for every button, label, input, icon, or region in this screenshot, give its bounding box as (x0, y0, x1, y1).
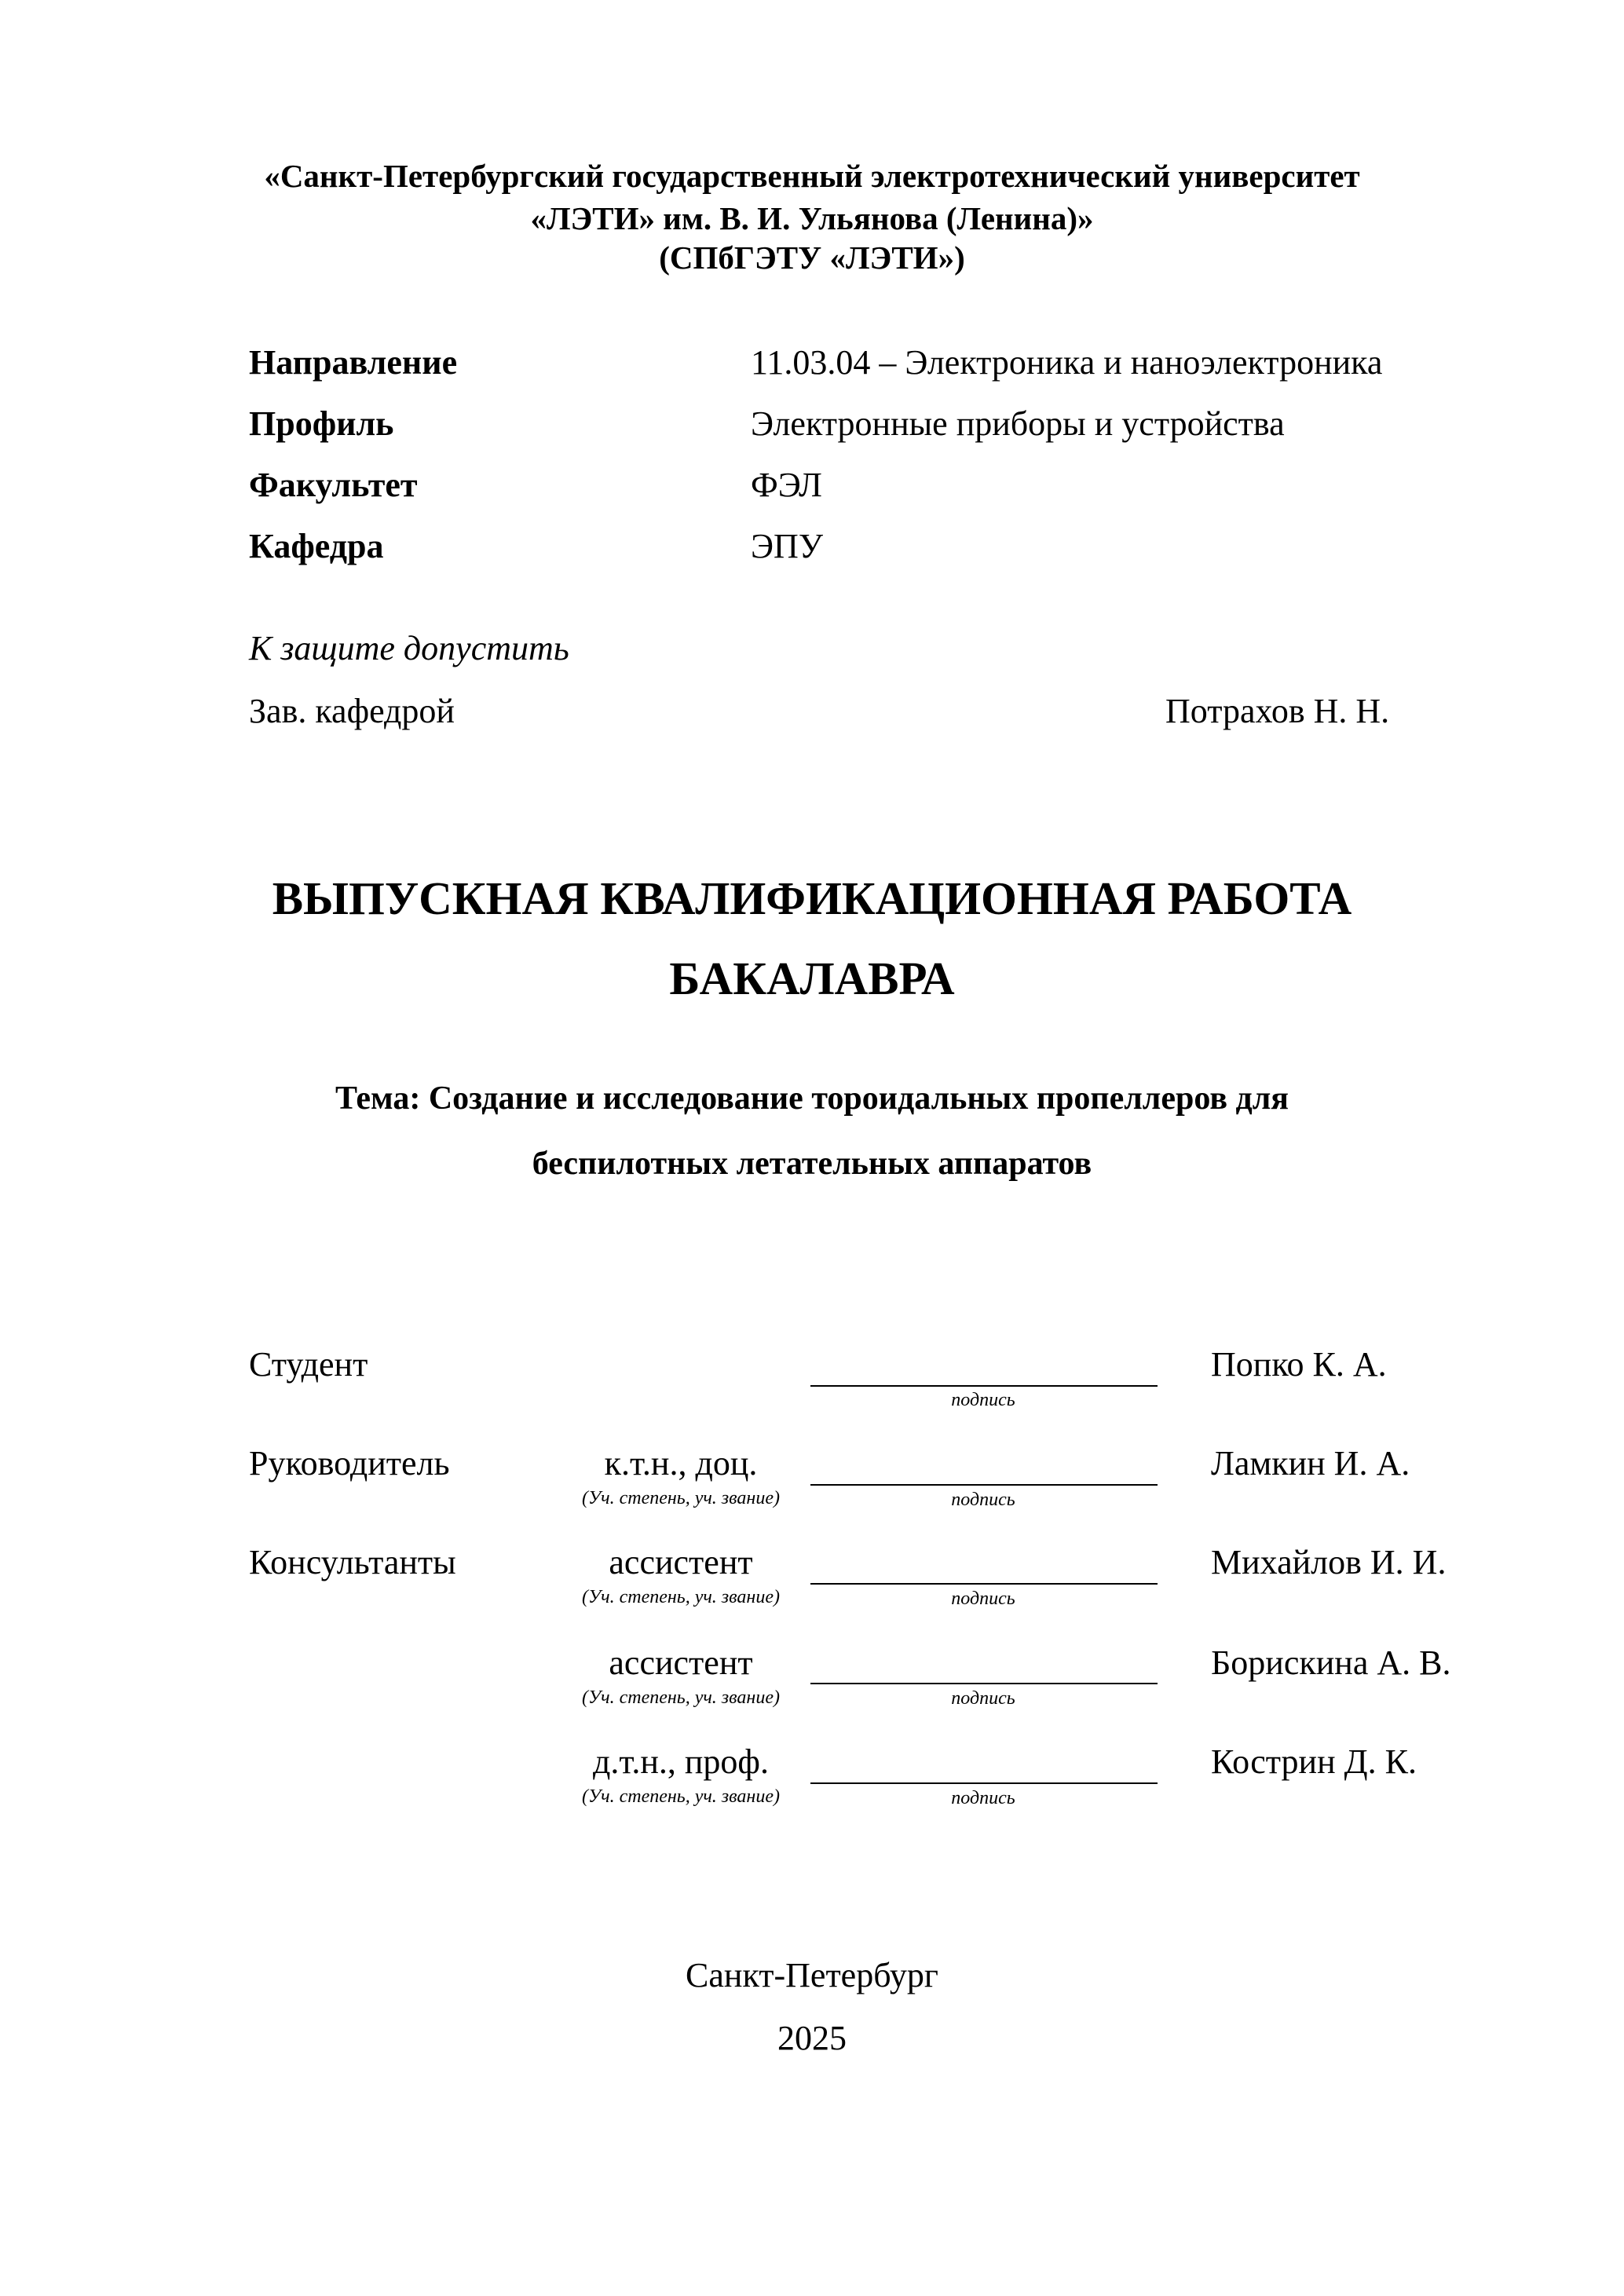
university-name-line2: «ЛЭТИ» им. В. И. Ульянова (Ленина)» (530, 200, 1094, 236)
degree-caption: (Уч. степень, уч. звание) (582, 1687, 780, 1708)
consultants-role: Консультанты (249, 1543, 456, 1581)
student-name: Попко К. А. (1211, 1345, 1387, 1384)
topic-line2: беспилотных летательных аппаратов (532, 1146, 1092, 1182)
direction-label: Направление (249, 343, 458, 382)
head-of-department-label: Зав. кафедрой (249, 692, 455, 730)
year: 2025 (777, 2019, 847, 2057)
signature-line (810, 1385, 1158, 1387)
signature-line (810, 1583, 1158, 1585)
department-value: ЭПУ (751, 527, 823, 565)
head-of-department-name: Потрахов Н. Н. (1165, 692, 1390, 730)
department-label: Кафедра (249, 527, 384, 565)
signature-caption: подпись (951, 1490, 1015, 1510)
student-role: Студент (249, 1345, 368, 1384)
topic-line1: Тема: Создание и исследование тороидальных пропеллеров для (335, 1080, 1289, 1117)
supervisor-name: Ламкин И. А. (1211, 1444, 1410, 1483)
consultant2-degree: ассистент (609, 1643, 753, 1682)
profile-value: Электронные приборы и устройства (751, 404, 1285, 443)
supervisor-role: Руководитель (249, 1444, 450, 1483)
degree-caption: (Уч. степень, уч. звание) (582, 1786, 780, 1807)
faculty-label: Факультет (249, 466, 418, 504)
consultant3-name: Кострин Д. К. (1211, 1742, 1417, 1781)
university-abbreviation: (СПбГЭТУ «ЛЭТИ») (659, 239, 965, 276)
signature-caption: подпись (951, 1688, 1015, 1709)
university-name-line1: «Санкт-Петербургский государственный электротехнический университет (264, 158, 1360, 194)
faculty-value: ФЭЛ (751, 466, 822, 504)
degree-caption: (Уч. степень, уч. звание) (582, 1587, 780, 1607)
signature-caption: подпись (951, 1589, 1015, 1609)
signature-caption: подпись (951, 1390, 1015, 1410)
city: Санкт-Петербург (686, 1956, 938, 1994)
signature-line (810, 1683, 1158, 1684)
document-title-line2: БАКАЛАВРА (669, 952, 955, 1004)
consultant1-degree: ассистент (609, 1543, 753, 1581)
consultant2-name: Борискина А. В. (1211, 1643, 1451, 1682)
supervisor-degree: к.т.н., доц. (604, 1444, 758, 1483)
admit-note: К защите допустить (249, 629, 569, 667)
signature-line (810, 1484, 1158, 1486)
signature-caption: подпись (951, 1788, 1015, 1808)
direction-value: 11.03.04 – Электроника и наноэлектроника (751, 343, 1383, 382)
signature-line (810, 1782, 1158, 1784)
degree-caption: (Уч. степень, уч. звание) (582, 1488, 780, 1508)
consultant1-name: Михайлов И. И. (1211, 1543, 1447, 1581)
consultant3-degree: д.т.н., проф. (593, 1742, 769, 1781)
profile-label: Профиль (249, 404, 394, 443)
document-title-line1: ВЫПУСКНАЯ КВАЛИФИКАЦИОННАЯ РАБОТА (272, 872, 1352, 924)
